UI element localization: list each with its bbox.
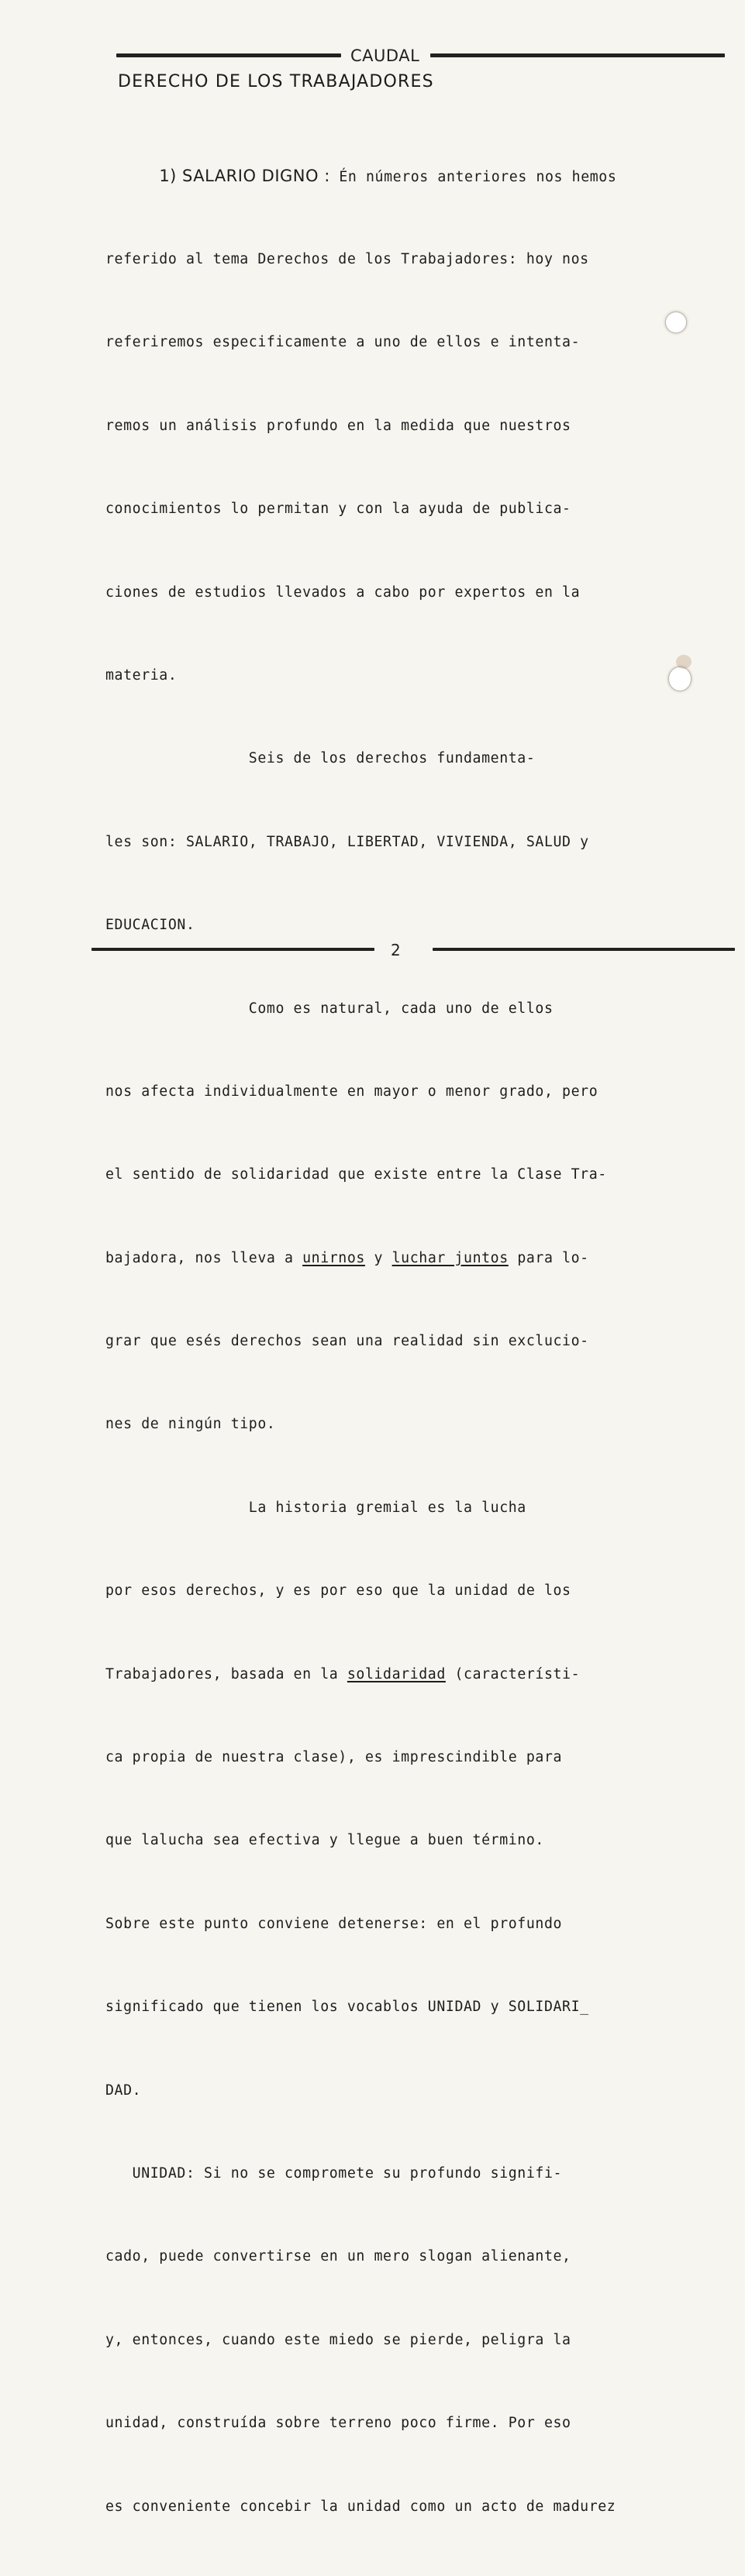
- article-line: nos afecta individualmente en mayor o menor grado, pero: [105, 1083, 598, 1100]
- masthead-rule-right: [430, 53, 725, 57]
- article-line: y, entonces, cuando este miedo se pierde, peligra la: [105, 2331, 571, 2348]
- article-line: La historia gremial es la lucha: [105, 1499, 526, 1516]
- masthead: [116, 46, 725, 67]
- article-line-text: para lo-: [508, 1249, 589, 1266]
- article-line: remos un análisis profundo en la medida que nuestros: [105, 417, 571, 434]
- article-line: nes de ningún tipo.: [105, 1416, 276, 1433]
- article-line: cado, puede convertirse en un mero slogan alienante,: [105, 2248, 571, 2265]
- masthead-rule-left: [116, 53, 341, 57]
- underlined-word-unirnos: unirnos: [302, 1249, 365, 1266]
- article-line: Sobre este punto conviene detenerse: en el profundo: [105, 1915, 563, 1932]
- article-line: UNIDAD: Si no se compromete su profundo signifi-: [105, 2164, 563, 2182]
- article-line: Como es natural, cada uno de ellos: [105, 1000, 554, 1017]
- page-footer: [91, 939, 735, 963]
- article-line-text: Trabajadores, basada en la: [105, 1665, 347, 1682]
- article-line: les son: SALARIO, TRABAJO, LIBERTAD, VIVIENDA, SALUD y: [105, 833, 589, 850]
- article-line: por esos derechos, y es por eso que la unidad de los: [105, 1582, 571, 1600]
- article-line: ciones de estudios llevados a cabo por expertos en la: [105, 584, 581, 601]
- masthead-title: CAUDAL: [350, 46, 420, 65]
- article-body: [105, 107, 733, 2576]
- article-line-text: (característi-: [445, 1665, 581, 1682]
- article-line: EDUCACION.: [105, 917, 195, 934]
- article-line: grar que esés derechos sean una realidad sin exclucio-: [105, 1333, 589, 1350]
- article-subhead: 1) SALARIO DIGNO :: [159, 166, 330, 185]
- section-title: DERECHO DE LOS TRABAJADORES: [118, 72, 434, 91]
- punch-hole: [668, 666, 692, 691]
- article-line: [105, 1661, 733, 1689]
- article-line-text: bajadora, nos lleva a: [105, 1249, 303, 1266]
- footer-rule-right: [433, 948, 735, 951]
- article-line-text: y: [364, 1249, 392, 1266]
- article-line: significado que tienen los vocablos UNIDAD y SOLIDARI_: [105, 1999, 589, 2016]
- article-line: Seis de los derechos fundamenta-: [105, 750, 536, 767]
- article-line: [105, 163, 733, 191]
- article-line: materia.: [105, 666, 178, 684]
- punch-hole: [665, 312, 687, 333]
- article-line-text: Én números anteriores nos hemos: [329, 168, 617, 185]
- article-line: unidad, construída sobre terreno poco firme. Por eso: [105, 2415, 571, 2432]
- article-line: ca propia de nuestra clase), es imprescindible para: [105, 1749, 563, 1766]
- article-line: es conveniente concebir la unidad como un acto de madurez: [105, 2498, 616, 2515]
- footer-rule-left: [91, 948, 374, 951]
- article-line: DAD.: [105, 2082, 142, 2099]
- article-line: referiremos especificamente a uno de ellos e intenta-: [105, 334, 581, 351]
- article-line: que lalucha sea efectiva y llegue a buen término.: [105, 1832, 544, 1849]
- article-line: el sentido de solidaridad que existe entre la Clase Tra-: [105, 1166, 607, 1183]
- underlined-word-solidaridad: solidaridad: [347, 1665, 446, 1682]
- article-line: referido al tema Derechos de los Trabajadores: hoy nos: [105, 250, 589, 267]
- page-number: 2: [391, 941, 401, 959]
- article-line: conocimientos lo permitan y con la ayuda de publica-: [105, 501, 571, 518]
- article-line: [105, 1245, 733, 1273]
- underlined-phrase-luchar-juntos: luchar juntos: [391, 1249, 509, 1266]
- stain-mark: [676, 655, 692, 669]
